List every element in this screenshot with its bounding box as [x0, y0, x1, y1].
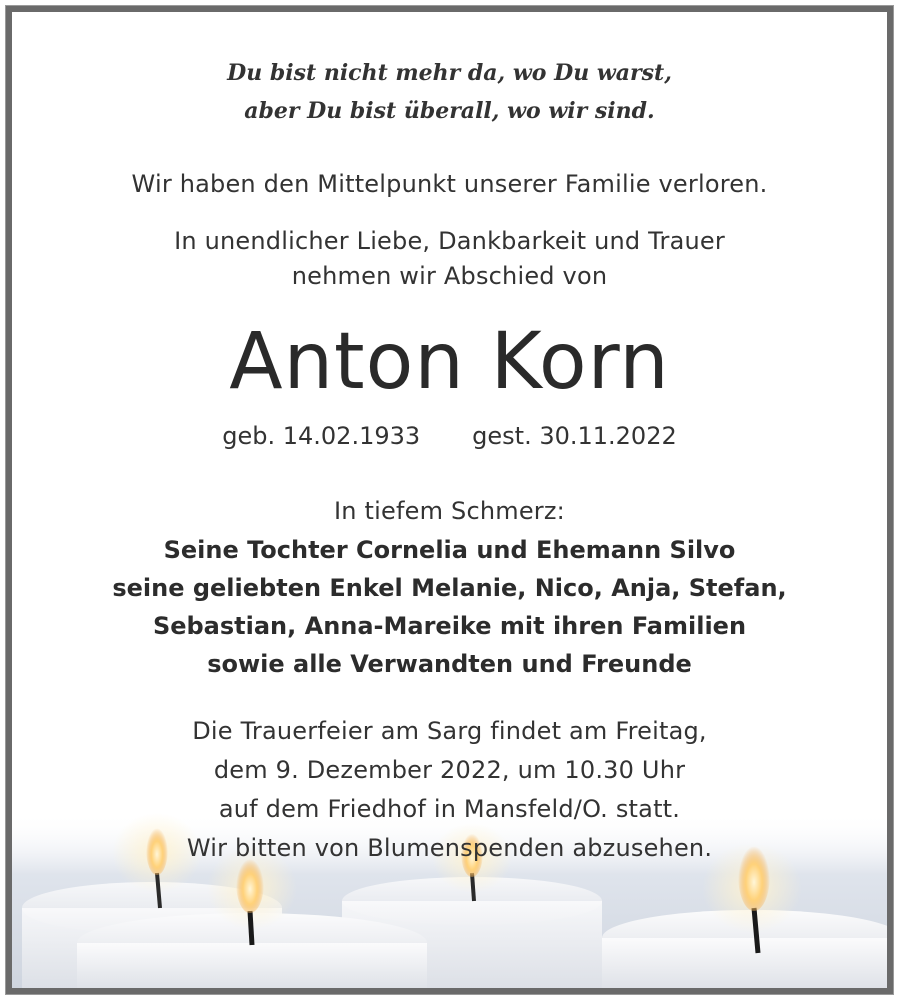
quote-line-1: Du bist nicht mehr da, wo Du warst,: [227, 60, 672, 86]
intro-text: Wir haben den Mittelpunkt unserer Familie verloren.: [131, 170, 768, 198]
mourner-line: seine geliebten Enkel Melanie, Nico, Anja, Stefan,: [112, 574, 787, 602]
mourner-line: Sebastian, Anna-Mareike mit ihren Familien: [152, 612, 747, 640]
mourner-line: Seine Tochter Cornelia und Ehemann Silvo: [163, 536, 736, 564]
obituary-frame: [6, 6, 893, 994]
service-line: dem 9. Dezember 2022, um 10.30 Uhr: [213, 756, 686, 784]
mourner-line: sowie alle Verwandten und Freunde: [207, 650, 692, 678]
life-dates: [12, 422, 887, 450]
farewell-line-1: In unendlicher Liebe, Dankbarkeit und Trauer: [174, 227, 725, 255]
death-date: gest. 30.11.2022: [472, 422, 677, 450]
mourners-heading: In tiefem Schmerz:: [334, 497, 565, 525]
service-line: auf dem Friedhof in Mansfeld/O. statt.: [218, 795, 681, 823]
deceased-name: Anton Korn: [229, 317, 670, 407]
farewell-line-2: nehmen wir Abschied von: [291, 262, 608, 290]
quote-line-2: aber Du bist überall, wo wir sind.: [244, 98, 655, 124]
birth-date: geb. 14.02.1933: [222, 422, 421, 450]
obituary-text: [12, 12, 887, 988]
service-line: Wir bitten von Blumenspenden abzusehen.: [186, 834, 713, 862]
service-line: Die Trauerfeier am Sarg findet am Freitag,: [192, 717, 707, 745]
